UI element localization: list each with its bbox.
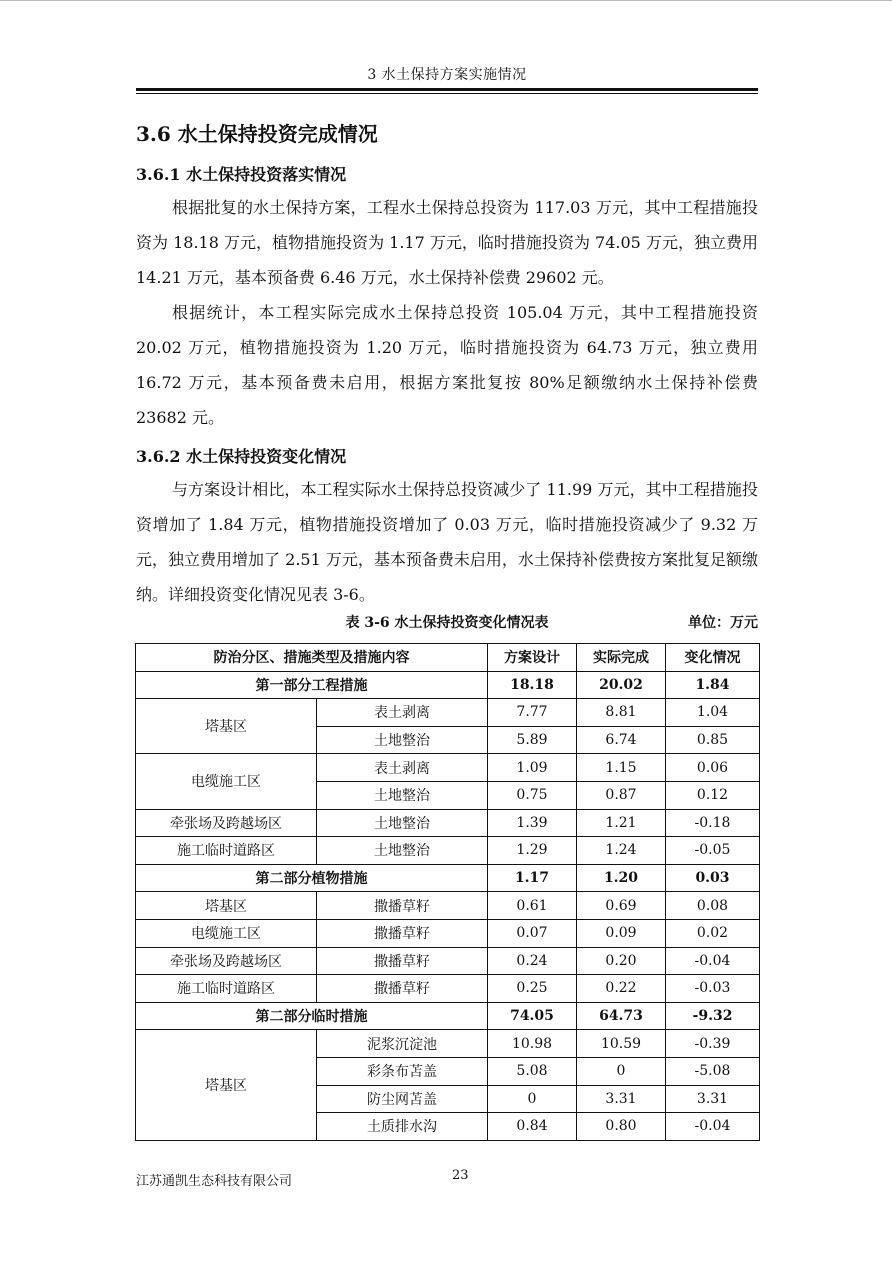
- change-cell: -9.32: [666, 1002, 760, 1030]
- area-cell: 塔基区: [136, 699, 317, 754]
- measure-cell: 土地整治: [317, 726, 488, 754]
- change-cell: 0.85: [666, 726, 760, 754]
- change-cell: 1.84: [666, 671, 760, 699]
- plan-cell: 1.09: [488, 754, 577, 782]
- header-cell-actual: 实际完成: [577, 644, 666, 672]
- measure-cell: 撒播草籽: [317, 919, 488, 947]
- change-cell: 0.03: [666, 864, 760, 892]
- plan-cell: 74.05: [488, 1002, 577, 1030]
- actual-cell: 0: [577, 1057, 666, 1085]
- measure-cell: 彩条布苫盖: [317, 1057, 488, 1085]
- plan-cell: 0.24: [488, 947, 577, 975]
- actual-cell: 6.74: [577, 726, 666, 754]
- table-row: [136, 1030, 760, 1058]
- measure-cell: 防尘网苫盖: [317, 1085, 488, 1113]
- actual-cell: 1.20: [577, 864, 666, 892]
- change-cell: -0.05: [666, 837, 760, 865]
- change-cell: 0.12: [666, 781, 760, 809]
- actual-cell: 0.87: [577, 781, 666, 809]
- change-cell: 3.31: [666, 1085, 760, 1113]
- table-row: [136, 754, 760, 782]
- actual-cell: 3.31: [577, 1085, 666, 1113]
- plan-cell: 0.61: [488, 892, 577, 920]
- area-cell: 施工临时道路区: [136, 837, 317, 865]
- footer-company: 江苏通凯生态科技有限公司: [136, 1174, 293, 1189]
- part-label-cell: 第二部分临时措施: [136, 1002, 488, 1030]
- section-title: 3.6 水土保持投资完成情况: [136, 122, 378, 146]
- plan-cell: 5.08: [488, 1057, 577, 1085]
- table-row: [136, 809, 760, 837]
- plan-cell: 0.84: [488, 1113, 577, 1141]
- table-caption: 表 3-6 水土保持投资变化情况表: [345, 615, 549, 631]
- actual-cell: 0.20: [577, 947, 666, 975]
- measure-cell: 表土剥离: [317, 699, 488, 727]
- table-part-row: [136, 1002, 760, 1030]
- table-part-row: [136, 864, 760, 892]
- change-cell: -5.08: [666, 1057, 760, 1085]
- part-label-cell: 第一部分工程措施: [136, 671, 488, 699]
- plan-cell: 1.17: [488, 864, 577, 892]
- actual-cell: 0.22: [577, 975, 666, 1003]
- change-cell: 0.06: [666, 754, 760, 782]
- running-header: 3 水土保持方案实施情况: [367, 67, 527, 83]
- investment-change-table: [135, 643, 760, 1141]
- header-cell-plan: 方案设计: [488, 644, 577, 672]
- table-row: [136, 975, 760, 1003]
- table-caption-row: [136, 612, 758, 632]
- measure-cell: 撒播草籽: [317, 975, 488, 1003]
- plan-cell: 0: [488, 1085, 577, 1113]
- subsection-title-3-6-2: 3.6.2 水土保持投资变化情况: [136, 447, 347, 466]
- measure-cell: 撒播草籽: [317, 892, 488, 920]
- plan-cell: 5.89: [488, 726, 577, 754]
- plan-cell: 0.25: [488, 975, 577, 1003]
- header-cell-change: 变化情况: [666, 644, 760, 672]
- measure-cell: 表土剥离: [317, 754, 488, 782]
- paragraph-planned-investment: 根据批复的水土保持方案，工程水土保持总投资为 117.03 万元，其中工程措施投资为 18.18 万元，植物措施投资为 1.17 万元，临时措施投资为 74.05 万元，独立费用 14.21 万元，基本预备费 6.46 万元，水土保持补偿费 29602 元。: [136, 198, 758, 287]
- actual-cell: 20.02: [577, 671, 666, 699]
- measure-cell: 土质排水沟: [317, 1113, 488, 1141]
- actual-cell: 1.24: [577, 837, 666, 865]
- table-row: [136, 892, 760, 920]
- change-cell: -0.04: [666, 947, 760, 975]
- plan-cell: 10.98: [488, 1030, 577, 1058]
- measure-cell: 土地整治: [317, 809, 488, 837]
- area-cell: 牵张场及跨越场区: [136, 809, 317, 837]
- change-cell: 0.02: [666, 919, 760, 947]
- measure-cell: 泥浆沉淀池: [317, 1030, 488, 1058]
- page-number: 23: [452, 1168, 469, 1183]
- measure-cell: 撒播草籽: [317, 947, 488, 975]
- measure-cell: 土地整治: [317, 837, 488, 865]
- area-cell: 电缆施工区: [136, 919, 317, 947]
- plan-cell: 7.77: [488, 699, 577, 727]
- header-cell-item: 防治分区、措施类型及措施内容: [136, 644, 488, 672]
- area-cell: 塔基区: [136, 892, 317, 920]
- table-row: [136, 837, 760, 865]
- header-rule-thin: [136, 93, 758, 94]
- paragraph-actual-investment: 根据统计，本工程实际完成水土保持总投资 105.04 万元，其中工程措施投资 20.02 万元，植物措施投资为 1.20 万元，临时措施投资为 64.73 万元，独立费用 16.72 万元，基本预备费未启用，根据方案批复按 80%足额缴纳水土保持补偿费 23682 元。: [136, 303, 758, 427]
- area-cell: 塔基区: [136, 1030, 317, 1140]
- table-unit: 单位：万元: [688, 615, 758, 631]
- actual-cell: 1.15: [577, 754, 666, 782]
- actual-cell: 1.21: [577, 809, 666, 837]
- header-rule-thick: [136, 88, 758, 91]
- change-cell: 0.08: [666, 892, 760, 920]
- actual-cell: 10.59: [577, 1030, 666, 1058]
- plan-cell: 18.18: [488, 671, 577, 699]
- table-row: [136, 947, 760, 975]
- area-cell: 电缆施工区: [136, 754, 317, 809]
- change-cell: 1.04: [666, 699, 760, 727]
- table-row: [136, 699, 760, 727]
- actual-cell: 0.69: [577, 892, 666, 920]
- subsection-title-3-6-1: 3.6.1 水土保持投资落实情况: [136, 165, 347, 184]
- plan-cell: 1.39: [488, 809, 577, 837]
- actual-cell: 64.73: [577, 1002, 666, 1030]
- table-header-row: [136, 644, 760, 672]
- part-label-cell: 第二部分植物措施: [136, 864, 488, 892]
- change-cell: -0.03: [666, 975, 760, 1003]
- actual-cell: 0.09: [577, 919, 666, 947]
- page-top-border: [0, 0, 892, 1]
- change-cell: -0.04: [666, 1113, 760, 1141]
- measure-cell: 土地整治: [317, 781, 488, 809]
- change-cell: -0.39: [666, 1030, 760, 1058]
- plan-cell: 1.29: [488, 837, 577, 865]
- plan-cell: 0.75: [488, 781, 577, 809]
- table-part-row: [136, 671, 760, 699]
- area-cell: 牵张场及跨越场区: [136, 947, 317, 975]
- actual-cell: 0.80: [577, 1113, 666, 1141]
- plan-cell: 0.07: [488, 919, 577, 947]
- change-cell: -0.18: [666, 809, 760, 837]
- table-row: [136, 919, 760, 947]
- paragraph-investment-change: 与方案设计相比，本工程实际水土保持总投资减少了 11.99 万元，其中工程措施投资增加了 1.84 万元，植物措施投资增加了 0.03 万元，临时措施投资减少了 9.32 万元，独立费用增加了 2.51 万元，基本预备费未启用，水土保持补偿费按方案批复足额缴纳。详细投资变化情况见表 3-6。: [136, 480, 758, 604]
- area-cell: 施工临时道路区: [136, 975, 317, 1003]
- actual-cell: 8.81: [577, 699, 666, 727]
